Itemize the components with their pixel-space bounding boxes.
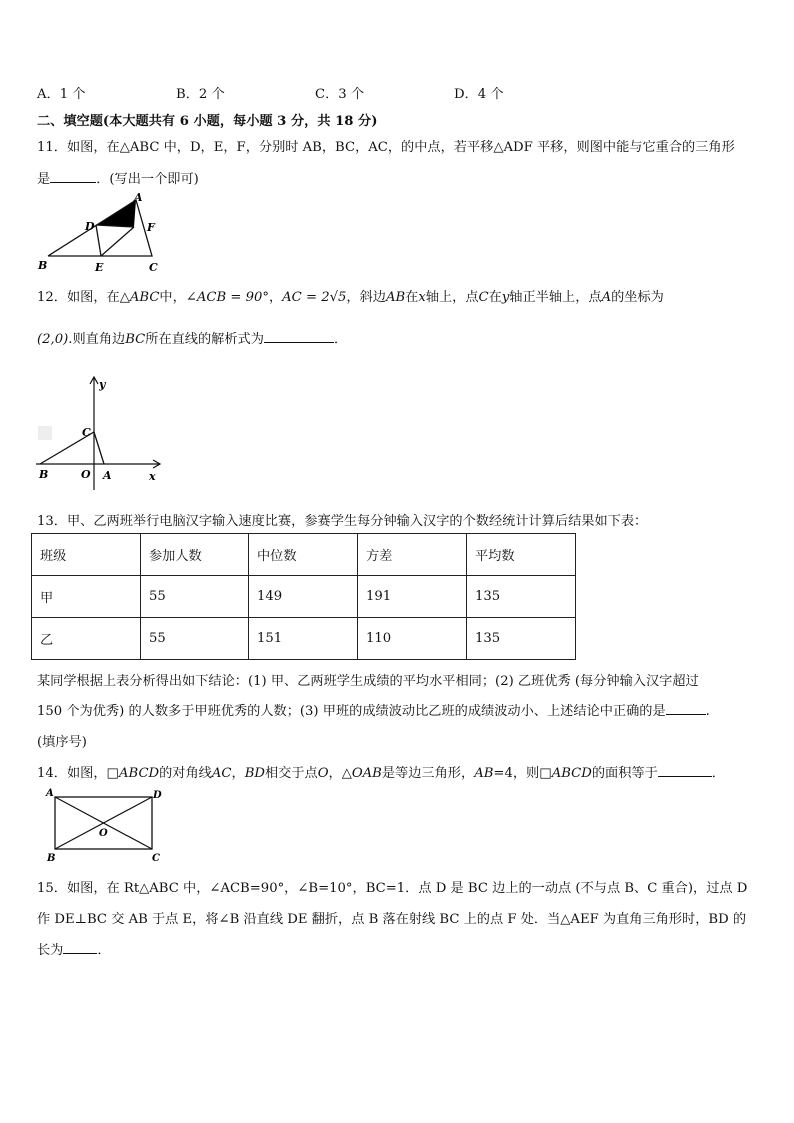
q11-line2: 是 ．(写出一个即可) xyxy=(37,172,199,187)
q11-label-d: D xyxy=(85,220,95,233)
q12-label-x: x xyxy=(149,470,156,483)
q15-line2: 作 DE⊥BC 交 AB 于点 E，将∠B 沿直线 DE 翻折，点 B 落在射线 BC 上的点 F 处．当△AEF 为直角三角形时，BD 的 xyxy=(37,912,747,927)
q12-label-o: O xyxy=(81,468,91,481)
q12-line2: (2,0).则直角边BC所在直线的解析式为 ． xyxy=(37,332,348,347)
q14-label-d: D xyxy=(153,790,162,801)
q12-label-a: A xyxy=(103,469,112,482)
q11-figure xyxy=(34,190,164,276)
q15-answer-blank[interactable] xyxy=(63,941,97,954)
q11-label-b: B xyxy=(38,259,48,272)
table-header-row xyxy=(32,534,576,576)
option-b: B．2 个 xyxy=(176,87,225,102)
q11-label-f: F xyxy=(147,221,155,234)
option-c: C．3 个 xyxy=(315,87,365,102)
q12-answer-blank[interactable] xyxy=(264,330,334,343)
q11-label-a: A xyxy=(134,191,143,204)
q13-conclusion-line2: 150 个为优秀) 的人数多于甲班优秀的人数；(3) 甲班的成绩波动比乙班的成绩波动小、上述结论中正确的是 . xyxy=(37,704,710,719)
q12-label-y: y xyxy=(99,378,106,391)
q11-line1: 11．如图，在△ABC 中，D，E，F，分别时 AB，BC，AC，的中点，若平移△ADF 平移，则图中能与它重合的三角形 xyxy=(37,140,735,155)
q11-answer-blank[interactable] xyxy=(50,170,96,183)
option-d: D．4 个 xyxy=(454,87,504,102)
q13-conclusion-line3: (填序号) xyxy=(37,735,87,750)
q13-answer-blank[interactable] xyxy=(666,702,706,715)
q11-label-e: E xyxy=(95,261,104,274)
options-row xyxy=(37,83,593,102)
table-header-cell: 方差 xyxy=(358,534,467,576)
q14-line: 14．如图，□ABCD的对角线AC，BD相交于点O，△OAB是等边三角形，AB=4，则□ABCD的面积等于 ． xyxy=(37,766,725,781)
q14-figure xyxy=(42,785,172,865)
option-a: A．1 个 xyxy=(37,87,86,102)
q12-figure xyxy=(32,372,172,494)
table-header-cell: 中位数 xyxy=(249,534,358,576)
table-cell: 110 xyxy=(358,618,467,660)
table-cell: 191 xyxy=(358,576,467,618)
table-cell: 135 xyxy=(467,618,576,660)
table-cell: 55 xyxy=(141,576,249,618)
table-row xyxy=(32,576,576,618)
table-cell: 135 xyxy=(467,576,576,618)
q11-label-c: C xyxy=(149,261,158,274)
q14-label-o: O xyxy=(99,828,108,839)
table-header-cell: 参加人数 xyxy=(141,534,249,576)
table-header-cell: 班级 xyxy=(32,534,141,576)
q13-table xyxy=(31,533,576,660)
table-header-cell: 平均数 xyxy=(467,534,576,576)
q15-line3: 长为 ． xyxy=(37,943,111,958)
table-row xyxy=(32,618,576,660)
table-cell: 乙 xyxy=(32,618,141,660)
table-cell: 151 xyxy=(249,618,358,660)
q14-label-a: A xyxy=(46,788,54,799)
q14-label-b: B xyxy=(47,853,56,864)
q14-answer-blank[interactable] xyxy=(658,764,712,777)
q15-line1: 15．如图，在 Rt△ABC 中，∠ACB=90°，∠B=10°，BC=1．点 D 是 BC 边上的一动点 (不与点 B、C 重合)，过点 D xyxy=(37,881,748,896)
q13-intro: 13．甲、乙两班举行电脑汉字输入速度比赛，参赛学生每分钟输入汉字的个数经统计计算后结果如下表： xyxy=(37,514,648,529)
q12-line1: 12．如图，在△ABC中，∠ACB = 90°，AC = 2√5，斜边AB在x轴上，点C在y轴正半轴上，点A的坐标为 xyxy=(37,290,664,305)
table-cell: 55 xyxy=(141,618,249,660)
q12-label-c: C xyxy=(82,426,91,439)
table-cell: 甲 xyxy=(32,576,141,618)
section-heading: 二、填空题(本大题共有 6 小题，每小题 3 分，共 18 分) xyxy=(37,114,378,129)
table-cell: 149 xyxy=(249,576,358,618)
q12-label-b: B xyxy=(39,468,49,481)
q14-label-c: C xyxy=(152,853,160,864)
q13-conclusion-line1: 某同学根据上表分析得出如下结论：(1) 甲、乙两班学生成绩的平均水平相同；(2) 乙班优秀 (每分钟输入汉字超过 xyxy=(37,674,699,689)
